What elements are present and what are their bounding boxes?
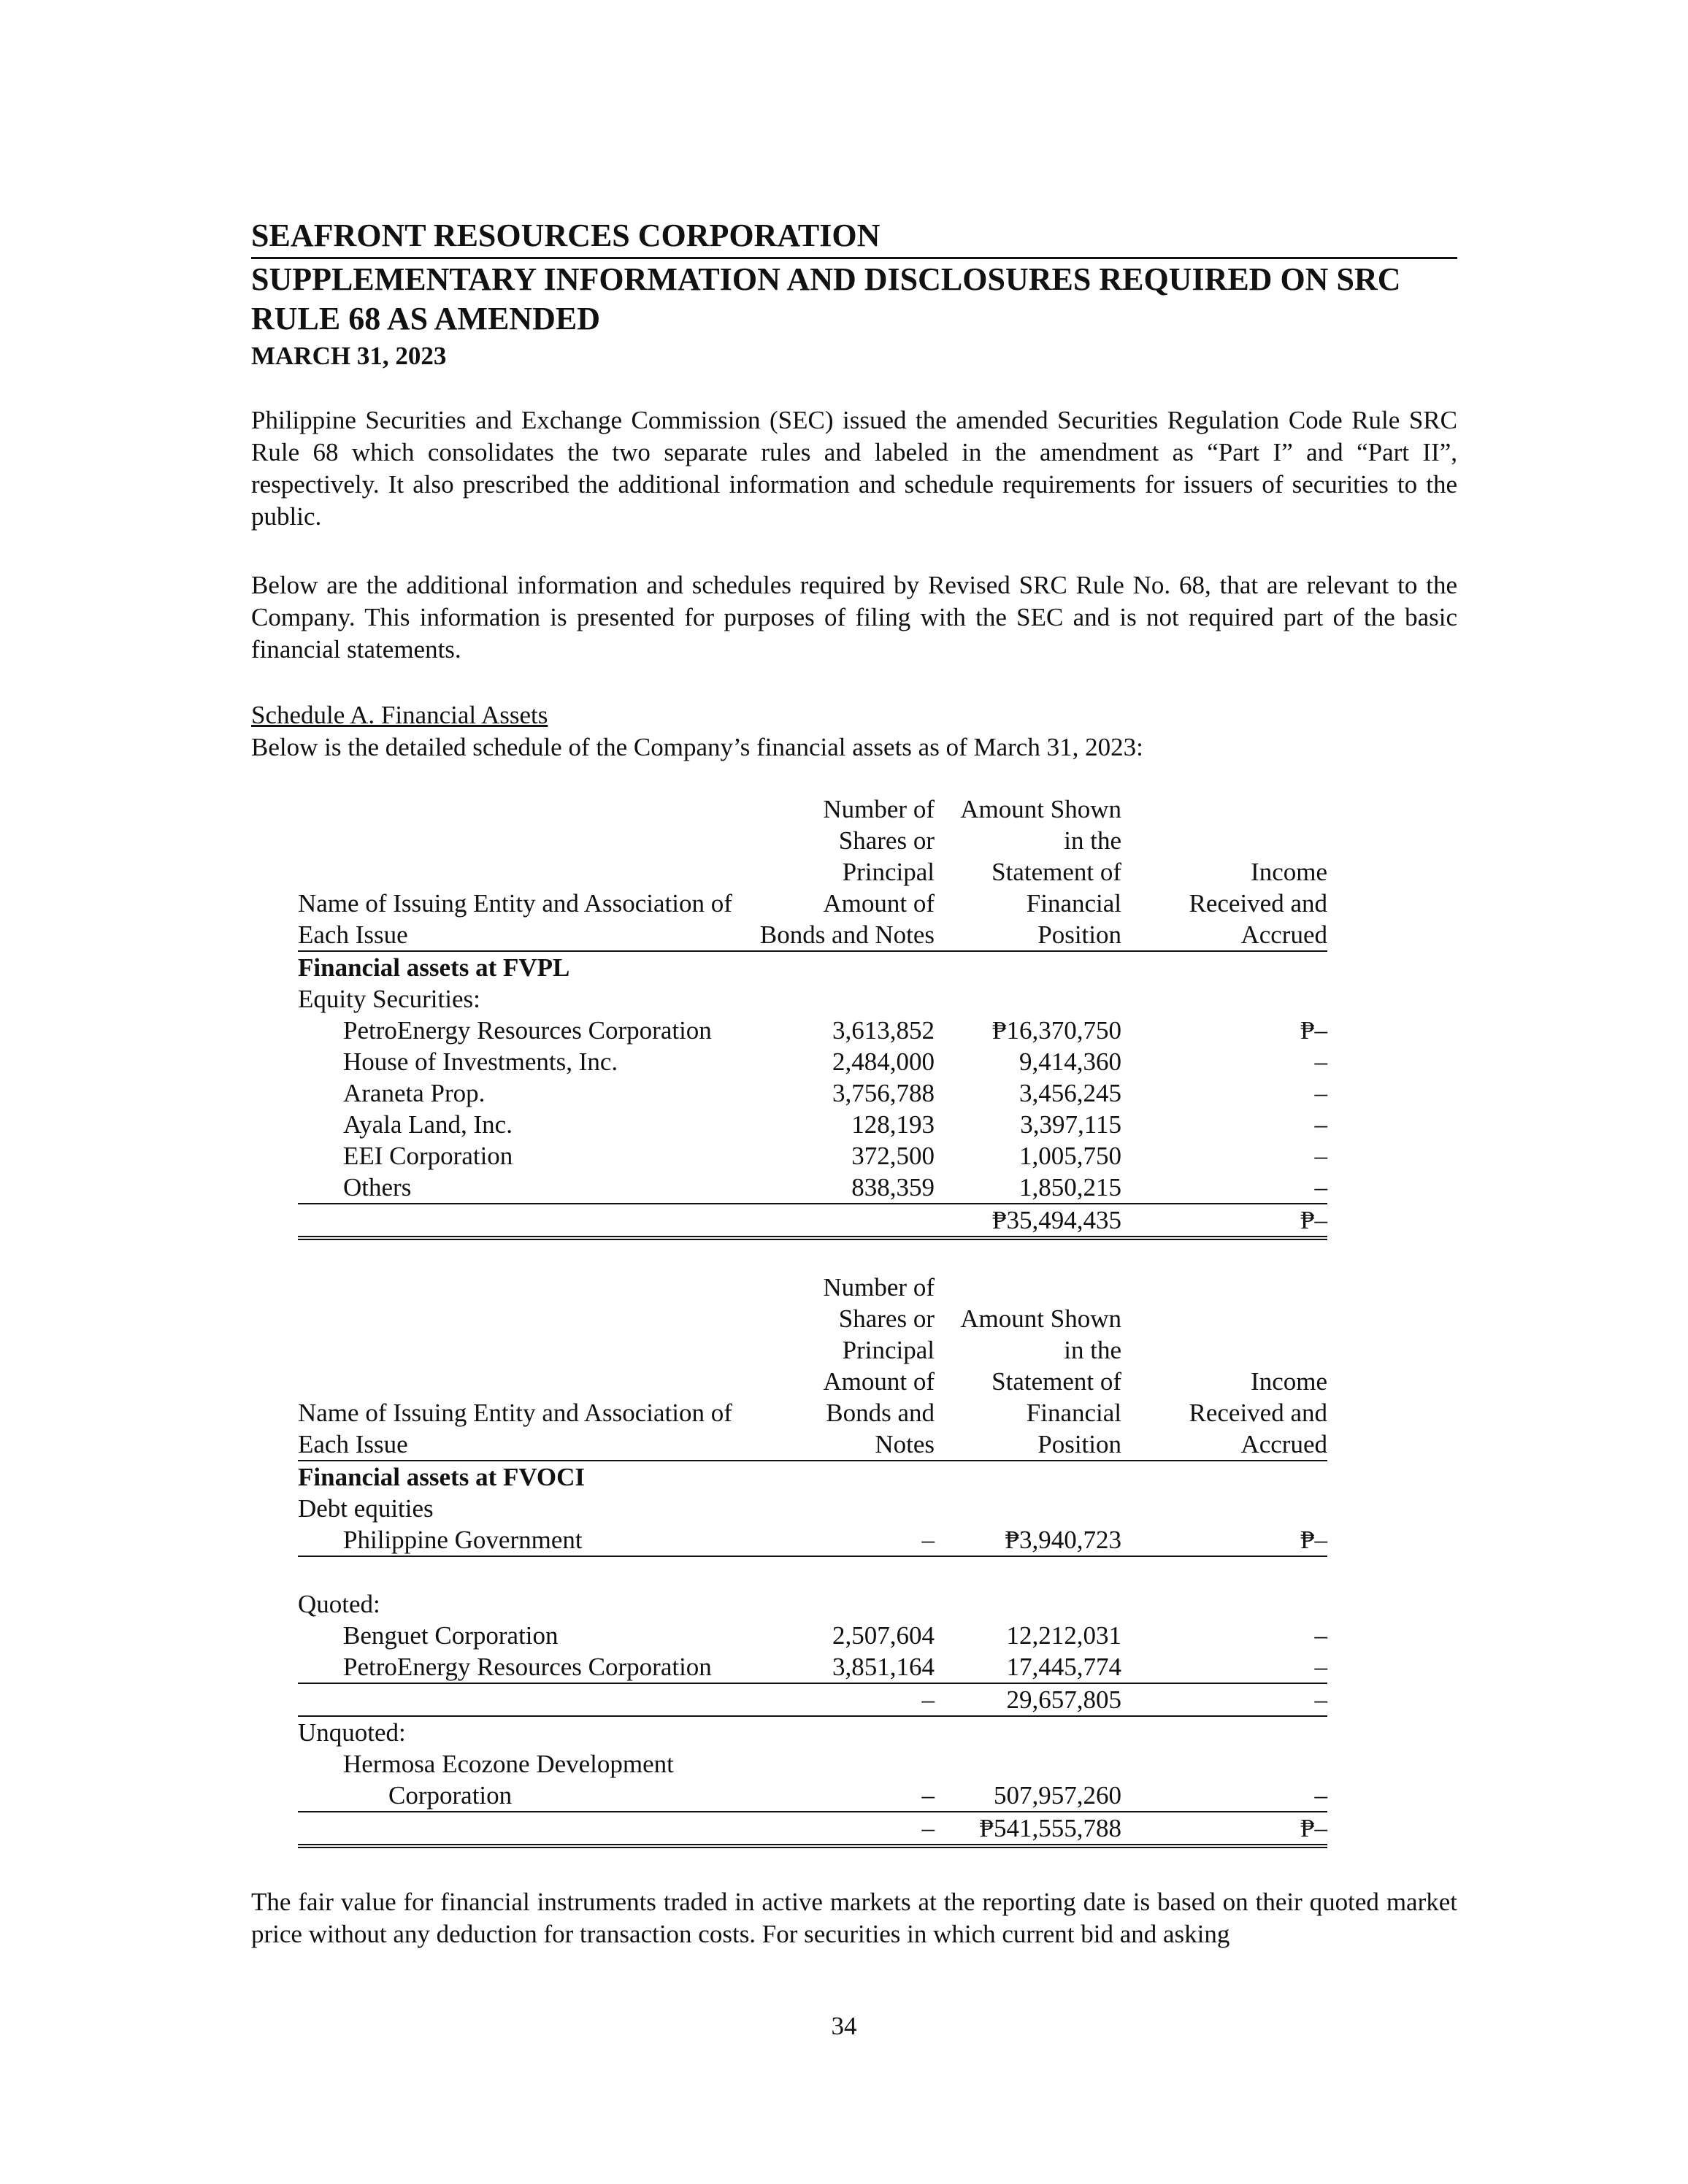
page-number: 34 xyxy=(831,2012,857,2040)
table-row: Hermosa Ecozone Development xyxy=(343,1750,674,1778)
report-date: MARCH 31, 2023 xyxy=(251,342,447,370)
table-row: House of Investments, Inc. 2,484,000 9,414,360 – xyxy=(343,1047,1327,1076)
table-header xyxy=(298,793,1327,952)
closing-paragraph: The fair value for financial instruments traded in active markets at the reporting date is based on their quoted market price without any deduction for transaction costs. For securities in which current bid and asking xyxy=(251,1888,1457,1948)
subtotal-row: – 29,657,805 – xyxy=(298,1684,1327,1717)
table-row: Araneta Prop. 3,756,788 3,456,245 – xyxy=(343,1079,1327,1107)
report-subtitle xyxy=(251,260,1457,339)
subsection-heading: Unquoted: xyxy=(298,1718,406,1747)
header-shares: Number of Shares or Principal Amount of Bonds and Notes xyxy=(823,1273,935,1458)
table-row: PetroEnergy Resources Corporation 3,613,852 ₱16,370,750 ₱– xyxy=(343,1016,1327,1045)
table-row: Benguet Corporation 2,507,604 12,212,031 – xyxy=(343,1621,1327,1650)
table-row: PetroEnergy Resources Corporation 3,851,164 17,445,774 – xyxy=(298,1651,1327,1684)
fvpl-table xyxy=(298,793,1327,1240)
header-entity: Name of Issuing Entity and Association of Each Issue xyxy=(298,889,732,949)
section-heading: Financial assets at FVOCI xyxy=(298,1463,586,1491)
company-name: SEAFRONT RESOURCES CORPORATION xyxy=(251,216,1457,259)
header-income: Income Received and Accrued xyxy=(1189,1367,1327,1458)
subtitle-line-2: RULE 68 AS AMENDED xyxy=(251,301,600,337)
total-row: – ₱541,555,788 ₱– xyxy=(298,1812,1327,1848)
fvoci-table xyxy=(298,1272,1327,1848)
intro-paragraph-2: Below are the additional information and schedules required by Revised SRC Rule No. 68, that are relevant to the Company. This information is presented for purposes of filing with the SEC and is not required part of the basic financial statements. xyxy=(251,571,1457,664)
header-amount: Amount Shown in the Statement of Financial Position xyxy=(960,795,1121,949)
intro-paragraph-1: Philippine Securities and Exchange Commission (SEC) issued the amended Securities Regulation Code Rule SRC Rule 68 which consolidates the two separate rules and labeled in the amendment as “Part I” and “Part II”, respectively. It also prescribed the additional information and schedule requirements for issuers of securities to the public. xyxy=(251,406,1457,531)
header-amount: Amount Shown in the Statement of Financial Position xyxy=(960,1304,1121,1458)
table-row: Corporation – 507,957,260 – xyxy=(298,1780,1327,1812)
subtitle-line-1: SUPPLEMENTARY INFORMATION AND DISCLOSURES REQUIRED ON SRC xyxy=(251,261,1401,297)
table-row: Ayala Land, Inc. 128,193 3,397,115 – xyxy=(343,1110,1327,1139)
table-header xyxy=(298,1272,1327,1461)
table-row: Others 838,359 1,850,215 – xyxy=(298,1172,1327,1204)
table-row: Philippine Government – ₱3,940,723 ₱– xyxy=(298,1524,1327,1557)
schedule-title: Schedule A. Financial Assets xyxy=(251,701,548,729)
schedule-intro: Below is the detailed schedule of the Company’s financial assets as of March 31, 2023: xyxy=(251,733,1143,761)
table-row: EEI Corporation 372,500 1,005,750 – xyxy=(343,1142,1327,1170)
header-entity: Name of Issuing Entity and Association of Each Issue xyxy=(298,1399,732,1458)
header-shares: Number of Shares or Principal Amount of Bonds and Notes xyxy=(759,795,935,949)
subsection-heading: Equity Securities: xyxy=(298,985,480,1013)
subsection-heading: Debt equities xyxy=(298,1494,434,1523)
total-row: ₱35,494,435 ₱– xyxy=(298,1204,1327,1240)
subsection-heading: Quoted: xyxy=(298,1590,380,1618)
section-heading: Financial assets at FVPL xyxy=(298,953,570,982)
header-income: Income Received and Accrued xyxy=(1189,858,1327,949)
